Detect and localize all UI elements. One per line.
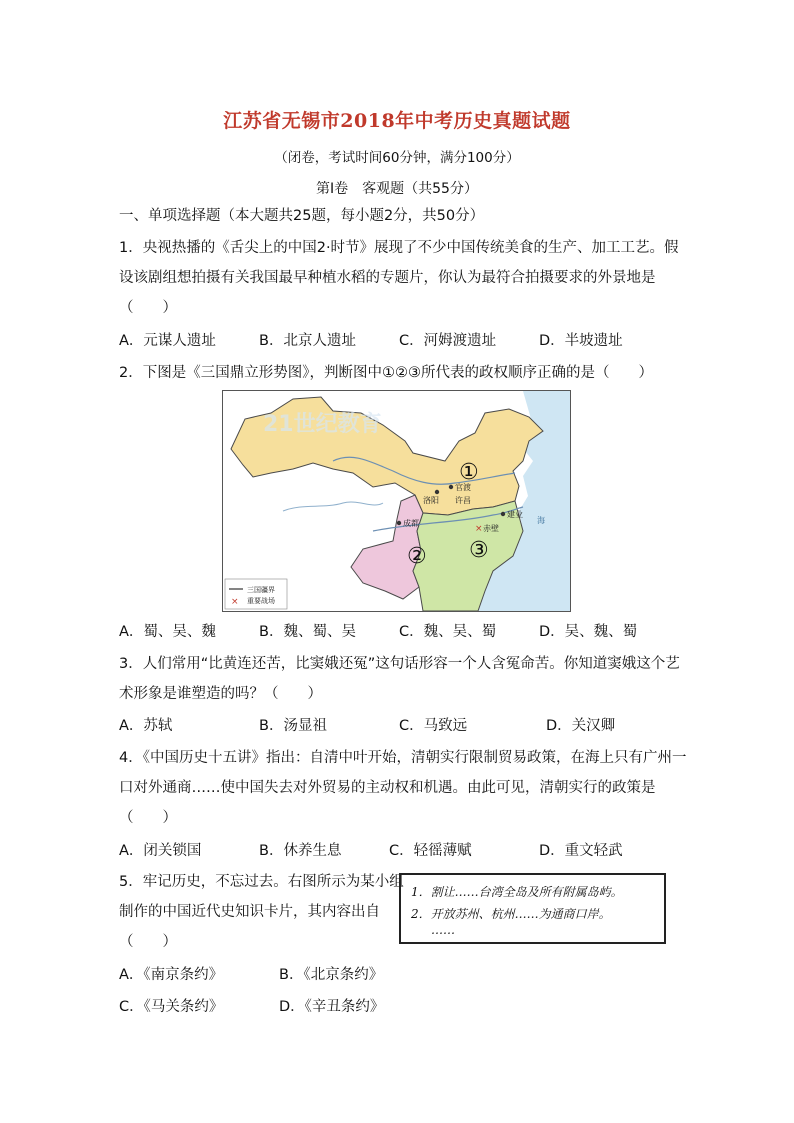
place-chengdu: 成都 [403, 519, 419, 528]
q4-option-a: A．闭关锁国 [119, 843, 202, 859]
q3-option-b: B．汤显祖 [259, 718, 327, 734]
q3-option-c: C．马致远 [399, 718, 468, 734]
card-line-3: …… [431, 923, 455, 937]
q5-option-a: A．《南京条约》 [119, 967, 224, 983]
river-west [283, 502, 383, 511]
place-guandu: 官渡 [455, 483, 471, 492]
q3-option-d: D．关汉卿 [546, 718, 616, 734]
card-line-2: 2．开放苏州、杭州……为通商口岸。 [411, 907, 611, 921]
map-graphic [223, 391, 570, 611]
map-marker-3: ③ [469, 538, 489, 563]
q1-option-b: B．北京人遗址 [259, 333, 356, 349]
q3-text-line2: 术形象是谁塑造的吗？（ ） [119, 686, 322, 702]
q2-option-c: C．魏、吴、蜀 [399, 624, 497, 640]
q2-option-a: A．蜀、吴、魏 [119, 624, 216, 640]
svg-text:×: × [475, 524, 483, 534]
three-kingdoms-map [222, 390, 571, 612]
q4-text-line2: 口对外通商……使中国失去对外贸易的主动权和机遇。由此可见，清朝实行的政策是 [119, 780, 656, 796]
map-marker-2: ② [407, 544, 427, 569]
map-marker-1: ① [459, 460, 479, 485]
q2-option-b: B．魏、蜀、吴 [259, 624, 356, 640]
part-heading: 一、单项选择题（本大题共25题，每小题2分，共50分） [119, 208, 485, 224]
legend-border-label: 三国疆界 [247, 586, 275, 594]
q2-text-line1: 2．下图是《三国鼎立形势图》，判断图中①②③所代表的政权顺序正确的是（ ） [119, 365, 653, 381]
q3-option-a: A．苏轼 [119, 718, 173, 734]
place-jianye: 建业 [507, 510, 523, 519]
q3-text-line1: 3．人们常用“比黄连还苦，比窦娥还冤”这句话形容一个人含冤命苦。你知道窦娥这个艺 [119, 656, 680, 672]
q5-text-line2: 制作的中国近代史知识卡片，其内容出自 [119, 904, 380, 920]
q4-option-c: C．轻徭薄赋 [389, 843, 472, 859]
sea-label: 海 [537, 516, 545, 525]
q4-answer-blank: （ ） [119, 810, 177, 826]
q1-option-c: C．河姆渡遗址 [399, 333, 497, 349]
q4-text-line1: 4．《中国历史十五讲》指出：自清中叶开始，清朝实行限制贸易政策，在海上只有广州一 [119, 750, 687, 766]
legend-battle-label: 重要战场 [247, 597, 275, 605]
place-xuchang: 许昌 [455, 496, 471, 505]
q1-answer-blank: （ ） [119, 300, 177, 316]
section-heading: 第Ⅰ卷 客观题（共55分） [316, 181, 478, 197]
q5-text-line1: 5．牢记历史，不忘过去。右图所示为某小组 [119, 874, 404, 890]
place-luoyang: 洛阳 [423, 496, 439, 505]
q1-text-line2: 设该剧组想拍摄有关我国最早种植水稻的专题片，你认为最符合拍摄要求的外景地是 [119, 270, 656, 286]
q1-text-line1: 1．央视热播的《舌尖上的中国2·时节》展现了不少中国传统美食的生产、加工工艺。假 [119, 240, 679, 256]
page-title: 江苏省无锡市2018年中考历史真题试题 [223, 110, 571, 132]
q5-option-b: B．《北京条约》 [279, 967, 384, 983]
history-knowledge-card [399, 873, 666, 944]
map-watermark: 21世纪教育 [263, 412, 382, 437]
q2-option-d: D．吴、魏、蜀 [539, 624, 638, 640]
q1-option-d: D．半坡遗址 [539, 333, 623, 349]
q5-option-d: D．《辛丑条约》 [279, 999, 385, 1015]
card-line-1: 1．割让……台湾全岛及所有附属岛屿。 [411, 885, 623, 899]
svg-text:×: × [231, 597, 239, 607]
q4-option-d: D．重文轻武 [539, 843, 623, 859]
place-chibi: 赤壁 [483, 524, 499, 533]
q5-answer-blank: （ ） [119, 934, 177, 950]
exam-instructions: （闭卷，考试时间60分钟，满分100分） [274, 150, 520, 166]
q4-option-b: B．休养生息 [259, 843, 342, 859]
q1-option-a: A．元谋人遗址 [119, 333, 216, 349]
q5-option-c: C．《马关条约》 [119, 999, 224, 1015]
